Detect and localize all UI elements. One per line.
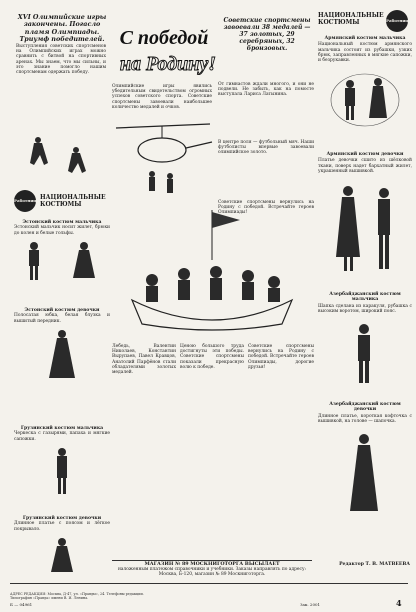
left-item-caption: Эстонский костюм девочки bbox=[24, 308, 100, 313]
side-item-text: Шапка сделана из каракуля, рубашка с высоким воротом, широкий пояс. bbox=[318, 303, 412, 315]
costume-illustration bbox=[318, 427, 412, 517]
side-item-caption: Армянский костюм девочки bbox=[326, 152, 404, 157]
ad-box bbox=[112, 560, 312, 581]
lower-text-b: Ценою большого труда достигнуты эти победы. Советские спортсмены показали прекрасную волю к победе. bbox=[180, 344, 244, 370]
body-col2: Олимпийские игры явились убедительным свидетельством огромных успехов советского спорта. Советские спортсмены завоевали наибольшее количество медалей и очков. bbox=[112, 84, 212, 110]
banner-title bbox=[108, 20, 220, 82]
costume-illustration bbox=[318, 317, 412, 387]
issue-number: Б — 04961 bbox=[10, 602, 33, 607]
banner-svg bbox=[108, 20, 220, 82]
side-column-heading: НАЦИОНАЛЬНЫЕ КОСТЮМЫ bbox=[318, 12, 384, 26]
side-item-text: Национальный костюм армянского мальчика состоит из рубашки, узких брюк, заправленных в мягкие сапожки, и безрукавки. bbox=[318, 42, 412, 64]
side-item-caption: Армянский костюм мальчика bbox=[324, 36, 406, 41]
left-item-caption: Грузинский костюм мальчика bbox=[20, 426, 104, 431]
order-number: Зак. 2001 bbox=[300, 602, 321, 607]
top-left-photo bbox=[16, 126, 106, 190]
body-col3: От гимнастов ждали многого, и они не подвели. Не забыть, как на помосте выступала Лариса Латынина. bbox=[218, 82, 314, 98]
photo-jumpers bbox=[16, 126, 106, 190]
right-headline: Советские спортсмены завоевали 38 медалей — 37 золотых, 29 серебряных, 32 бронзовых. bbox=[223, 17, 311, 52]
left-item-text: Эстонский мальчик носит жилет, брюки до колен и белые гольфы. bbox=[14, 225, 110, 236]
left-item bbox=[14, 308, 110, 382]
side-item-caption: Азербайджанский костюм мальчика bbox=[329, 292, 401, 303]
costume-illustration bbox=[14, 444, 110, 498]
banner-line1: С победой bbox=[119, 27, 209, 49]
left-column-heading: НАЦИОНАЛЬНЫЕ КОСТЮМЫ bbox=[40, 194, 106, 208]
left-item-text: Длинное платье с поясом и лёгкое покрывало. bbox=[14, 521, 110, 532]
costume-illustration bbox=[14, 534, 110, 574]
costume-illustration bbox=[14, 238, 110, 282]
helicopter-illustration bbox=[112, 118, 216, 198]
left-item-text: Черкеска с газырями, папаха и мягкие сапожки. bbox=[14, 431, 110, 442]
cartoon-svg bbox=[112, 200, 312, 340]
page-number: 4 bbox=[396, 598, 402, 608]
left-item-caption: Эстонский костюм мальчика bbox=[22, 220, 102, 225]
left-item bbox=[14, 220, 110, 282]
side-item-text: Длинное платье, короткая кофточка с вышивкой, на голове — шапочка. bbox=[318, 413, 412, 425]
magazine-emblem: Работница bbox=[386, 10, 408, 32]
side-column bbox=[318, 10, 412, 580]
side-item bbox=[318, 36, 412, 128]
body-col5: Советские спортсмены вернулись на Родину с победой. Встречайте героев Олимпиады! bbox=[218, 200, 314, 216]
costume-illustration bbox=[14, 326, 110, 382]
helicopter-svg bbox=[112, 118, 216, 198]
lower-text-c: Советские спортсмены вернулись на Родину с победой. Встречайте героев Олимпиады, дорогие друзья! bbox=[248, 344, 314, 370]
left-costume-column bbox=[14, 190, 110, 578]
side-item bbox=[318, 152, 412, 287]
side-item-text: Платье девочки сшито из шёлковой ткани, поверх надет бархатный жилет, украшенный вышивкой. bbox=[318, 158, 412, 174]
side-item bbox=[318, 292, 412, 387]
banner-line2: на Родину! bbox=[119, 53, 217, 75]
body-col4: В центре поля — футбольный мяч. Наши футболисты впервые завоевали олимпийское золото. bbox=[218, 140, 314, 156]
footer bbox=[10, 592, 408, 600]
lower-text-a: Лебедь, Валентин Николаев, Константин Вырупаев, Павел Кравцов, Анатолий Парфёнов стали обладателями золотых медалей. bbox=[112, 344, 176, 376]
footer-line2: Типография «Правда» имени В. И. Ленина. bbox=[10, 596, 89, 600]
footer-rule bbox=[10, 583, 408, 584]
footer-line1: АДРЕС РЕДАКЦИИ: Москва, Д-47, ул. «Правды», 24. Телефоны редакции. bbox=[10, 592, 144, 596]
side-item-caption: Азербайджанский костюм девочки bbox=[329, 402, 401, 413]
left-item-text: Полосатая юбка, белая блузка и вышитый передник. bbox=[14, 313, 110, 324]
left-headline: XVI Олимпийские игры закончены. Погасло пламя Олимпиады. Триумф победителей. bbox=[17, 13, 107, 44]
magazine-emblem: Работница bbox=[14, 190, 36, 212]
left-item bbox=[14, 516, 110, 574]
left-item bbox=[14, 426, 110, 498]
editor-signature: Редактор Т. В. МАТВЕЕВА bbox=[339, 562, 410, 567]
left-item-caption: Грузинский костюм девочки bbox=[22, 516, 102, 521]
costume-illustration bbox=[318, 66, 412, 128]
cartoon-boat-illustration bbox=[112, 200, 312, 340]
ad-text: наложенным платежом справочники и учебники. Заказы направлять по адресу: Москва, Б-120, магазин № 89 Москниготорга. bbox=[117, 567, 307, 578]
ad-title: МАГАЗИН № 89 МОСКНИГОТОРГА ВЫСЫЛАЕТ bbox=[144, 561, 280, 567]
costume-illustration bbox=[318, 177, 412, 287]
side-item bbox=[318, 402, 412, 517]
body-col1: Выступления советских спортсменов на Олимпийских играх можно сравнить с битвой на спортивных аренах. Мы знаем, что мы сильны, и это знание помогло нашим спортсменам одержать победу. bbox=[16, 44, 106, 76]
